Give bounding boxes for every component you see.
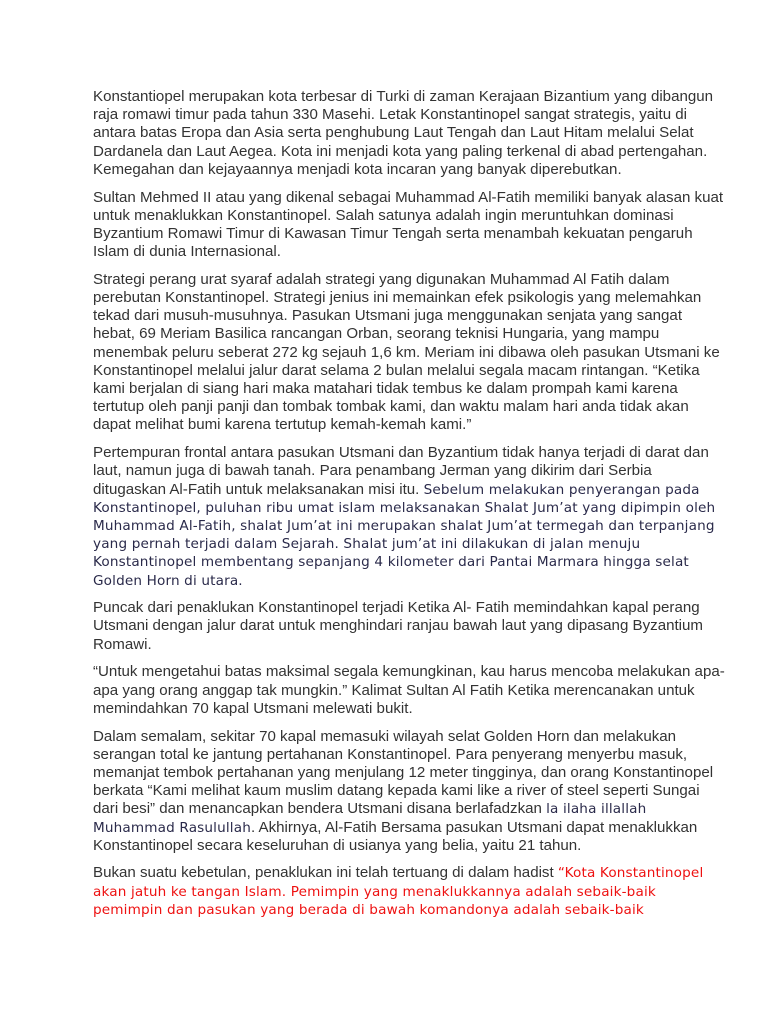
paragraph-pertempuran-text: Pertempuran frontal antara pasukan Utsmani dan Byzantium tidak hanya terjadi di darat dan laut, namun juga di bawah tanah. Para penambang Jerman yang dikirim dari Serbia ditugaskan Al-Fatih untuk melaksanakan misi itu. [93,444,709,498]
paragraph-golden-horn-ending: . Akhirnya, Al-Fatih Bersama pasukan Utsmani dapat menaklukkan Konstantinopel secara keseluruhan di usianya yang belia, yaitu 21 tahun. [93,818,698,854]
paragraph-pertempuran-frontal [93,444,728,590]
paragraph-hadist-intro: Bukan suatu kebetulan, penaklukan ini telah tertuang di dalam hadist [93,864,558,882]
tahlil-text: la ilaha illallah Muhammad Rasulullah [93,801,647,836]
paragraph-puncak-penaklukan: Puncak dari penaklukan Konstantinopel terjadi Ketika Al- Fatih memindahkan kapal perang Utsmani dengan jalur darat untuk menghindari ranjau bawah laut yang dipasang Byzantium Romawi. [93,599,703,653]
hadith-quote: “Kota Konstantinopel akan jatuh ke tangan Islam. Pemimpin yang menaklukkannya adalah sebaik-baik pemimpin dan pasukan yang berada di bawah komandonya adalah sebaik-baik [93,865,704,918]
paragraph-quote-al-fatih: “Untuk mengetahui batas maksimal segala kemungkinan, kau harus mencoba melakukan apa-apa yang orang anggap tak mungkin.” Kalimat Sultan Al Fatih Ketika merencanakan untuk memindahkan 70 kapal Utsmani melewati bukit. [93,663,725,717]
paragraph-hadist [93,864,728,919]
paragraph-golden-horn-text: Dalam semalam, sekitar 70 kapal memasuki wilayah selat Golden Horn dan melakukan serangan total ke jantung pertahanan Konstantinopel. Para penyerang menyerbu masuk, memanjat tembok pertahanan yang menjulang 12 meter tingginya, dan orang Konstantinopel berkata “Kami melihat kaum muslim datang kepada kami like a river of steel seperti Sungai dari besi” dan menancapkan bendera Utsmani disana berlafadzkan [93,727,714,818]
paragraph-shalat-jumat-text: Sebelum melakukan penyerangan pada Konstantinopel, puluhan ribu umat islam melaksanakan Shalat Jum’at yang dipimpin oleh Muhammad Al-Fatih, shalat Jum’at ini merupakan shalat Jum’at termegah dan terpanjang yang pernah terjadi dalam Sejarah. Shalat jum’at ini dilakukan di jalan menuju Konstantinopel membentang sepanjang 4 kilometer dari Pantai Marmara hingga selat Golden Horn di utara. [93,481,716,589]
paragraph-konstantinopel-intro: Konstantiopel merupakan kota terbesar di Turki di zaman Kerajaan Bizantium yang dibangun raja romawi timur pada tahun 330 Masehi. Letak Konstantinopel sangat strategis, yaitu di antara batas Eropa dan Asia serta penghubung Laut Tengah dan Laut Hitam melalui Selat Dardanela dan Laut Aegea. Kota ini menjadi kota yang paling terkenal di abad pertengahan. Kemegahan dan kejayaannya menjadi kota incaran yang banyak diperebutkan. [93,88,714,178]
paragraph-sultan-mehmed: Sultan Mehmed II atau yang dikenal sebagai Muhammad Al-Fatih memiliki banyak alasan kuat untuk menaklukkan Konstantinopel. Salah satunya adalah ingin meruntuhkan dominasi Byzantium Romawi Timur di Kawasan Timur Tengah serta menambah kekuatan pengaruh Islam di dunia Internasional. [93,188,724,261]
paragraph-strategi-perang: Strategi perang urat syaraf adalah strategi yang digunakan Muhammad Al Fatih dalam perebutan Konstantinopel. Strategi jenius ini memainkan efek psikologis yang melemahkan tekad dari musuh-musuhnya. Pasukan Utsmani juga menggunakan senjata yang sangat hebat, 69 Meriam Basilica rancangan Orban, seorang teknisi Hungaria, yang mampu menembak peluru seberat 272 kg sejauh 1,6 km. Meriam ini dibawa oleh pasukan Utsmani ke Konstantinopel melalui jalur darat selama 2 bulan melalui segala macam rintangan. “Ketika kami berjalan di siang hari maka matahari tidak tembus ke dalam prompah kami karena tertutup oleh panji panji dan tombak tombak kami, dan waktu malam hari anda tidak akan dapat melihat bumi karena tertutup kemah-kemah kami.” [93,270,720,434]
paragraph-golden-horn [93,728,728,855]
